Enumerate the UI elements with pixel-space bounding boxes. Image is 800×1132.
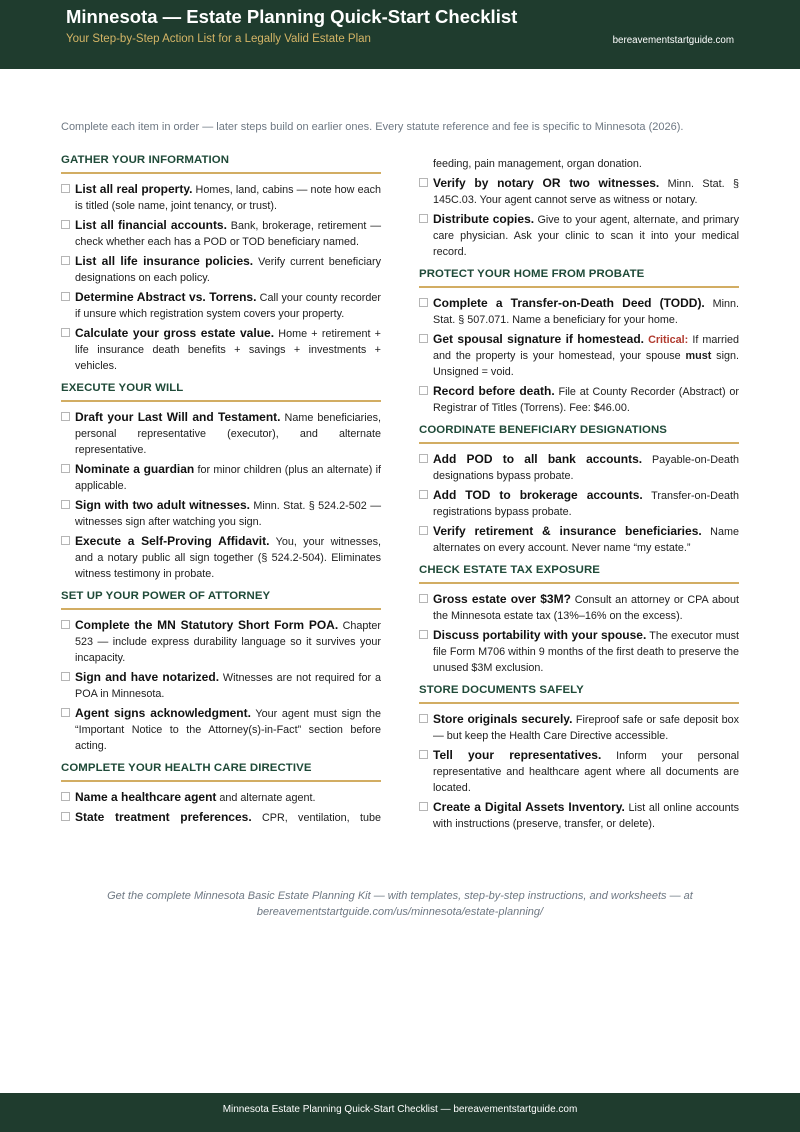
footer-note: Get the complete Minnesota Basic Estate Planning Kit — with templates, step-by-step instructions, and worksheets — at bereavementstartguide.com/us/minnesota/estate-planning/ (107, 890, 693, 918)
item-lead: Tell your representatives. (433, 748, 602, 762)
checkbox-icon[interactable] (61, 500, 70, 509)
checklist-item (419, 383, 739, 416)
section-divider (419, 442, 739, 444)
item-emphasis: must (685, 350, 712, 362)
checklist-item (419, 211, 739, 260)
checklist-item (61, 409, 381, 458)
item-text: Payable-on-Death designations bypass probate. (433, 454, 739, 482)
item-lead: Get spousal signature if homestead. (433, 332, 644, 346)
section-divider (419, 702, 739, 704)
item-lead: Verify by notary OR two witnesses. (433, 176, 660, 190)
checkbox-icon[interactable] (61, 412, 70, 421)
checkbox-icon[interactable] (61, 620, 70, 629)
section-title: SET UP YOUR POWER OF ATTORNEY (61, 590, 271, 602)
header-bar (0, 0, 800, 69)
checklist-item (61, 253, 381, 286)
item-text: Give to your agent, alternate, and primary care physician. Ask your clinic to scan it into your medical record. (433, 214, 740, 258)
item-lead: Agent signs acknowledgment. (75, 706, 251, 720)
item-text: Home + retirement + life insurance death benefits + savings + investments + vehicles. (75, 328, 381, 372)
item-text: Homes, land, cabins — note how each is titled (sole name, joint tenancy, or trust). (75, 184, 381, 212)
section-store (419, 684, 739, 832)
item-text: for minor children (plus an alternate) if applicable. (75, 464, 381, 492)
section-divider (61, 780, 381, 782)
checkbox-icon[interactable] (419, 594, 428, 603)
checklist-item (419, 591, 739, 624)
section-gather (61, 154, 381, 374)
section-tax (419, 564, 739, 676)
checklist-item (419, 799, 739, 832)
checklist-item (419, 295, 739, 328)
section-probate (419, 268, 739, 416)
item-text: Name alternates on every account. Never name “my estate.” (433, 526, 739, 554)
item-lead: Draft your Last Will and Testament. (75, 410, 281, 424)
checklist-item (419, 487, 739, 520)
item-lead: Gross estate over $3M? (433, 592, 571, 606)
checklist-item (61, 617, 381, 666)
checkbox-icon[interactable] (419, 526, 428, 535)
checkbox-icon[interactable] (61, 536, 70, 545)
item-lead: Complete the MN Statutory Short Form POA. (75, 618, 339, 632)
checklist-item (61, 289, 381, 322)
section-divider (61, 400, 381, 402)
checkbox-icon[interactable] (419, 386, 428, 395)
checkbox-icon[interactable] (419, 214, 428, 223)
checkbox-icon[interactable] (419, 802, 428, 811)
item-lead: Determine Abstract vs. Torrens. (75, 290, 257, 304)
section-divider (419, 582, 739, 584)
item-lead: Discuss portability with your spouse. (433, 628, 647, 642)
checklist-item (419, 747, 739, 796)
section-health (61, 762, 381, 826)
checkbox-icon[interactable] (61, 256, 70, 265)
section-title: CHECK ESTATE TAX EXPOSURE (419, 564, 600, 576)
item-lead: List all financial accounts. (75, 218, 227, 232)
left-column (61, 154, 381, 829)
item-continuation: feeding, pain management, organ donation. (433, 158, 642, 170)
checkbox-icon[interactable] (61, 708, 70, 717)
item-lead: List all life insurance policies. (75, 254, 254, 268)
section-divider (61, 608, 381, 610)
checklist-item (61, 789, 381, 806)
item-text: Witnesses are not required for a POA in Minnesota. (75, 672, 381, 700)
section-title: EXECUTE YOUR WILL (61, 382, 184, 394)
checkbox-icon[interactable] (61, 328, 70, 337)
item-lead: Record before death. (433, 384, 555, 398)
item-lead: Store originals securely. (433, 712, 573, 726)
header-url: bereavementstartguide.com (612, 35, 734, 46)
item-lead: Add TOD to brokerage accounts. (433, 488, 643, 502)
checklist-item (61, 533, 381, 582)
section-title: PROTECT YOUR HOME FROM PROBATE (419, 268, 645, 280)
item-text: and alternate agent. (216, 792, 316, 804)
checklist-item (61, 181, 381, 214)
item-text: Minn. Stat. § 524.2-502 — witnesses sign after watching you sign. (75, 500, 381, 528)
checkbox-icon[interactable] (61, 792, 70, 801)
checkbox-icon[interactable] (419, 298, 428, 307)
item-text: Fireproof safe or safe deposit box — but keep the Health Care Directive accessible. (433, 714, 740, 742)
checkbox-icon[interactable] (61, 464, 70, 473)
checkbox-icon[interactable] (61, 812, 70, 821)
item-text: CPR, ventilation, tube (251, 812, 381, 824)
section-beneficiary (419, 424, 739, 556)
section-divider (61, 172, 381, 174)
critical-label: Critical: (648, 334, 689, 346)
item-lead: Distribute copies. (433, 212, 535, 226)
checklist-item (61, 705, 381, 754)
checklist-item (61, 497, 381, 530)
intro-text: Complete each item in order — later steps build on earlier ones. Every statute reference and fee is specific to Minnesota (2026). (61, 121, 684, 133)
checklist-item (61, 461, 381, 494)
checklist-item (419, 523, 739, 556)
item-lead: Sign with two adult witnesses. (75, 498, 250, 512)
item-lead: Name a healthcare agent (75, 790, 217, 804)
item-text: Verify current beneficiary designations on each policy. (75, 256, 381, 284)
checklist-item (419, 331, 739, 380)
checklist-item (61, 325, 381, 374)
item-lead: List all real property. (75, 182, 193, 196)
item-text: Chapter 523 — include express durability language so it survives your incapacity. (75, 620, 381, 664)
section-will (61, 382, 381, 582)
checkbox-icon[interactable] (419, 714, 428, 723)
section-divider (419, 286, 739, 288)
item-text: If married and the property is your homestead, your spouse (433, 334, 739, 362)
section-poa (61, 590, 381, 754)
item-lead: Calculate your gross estate value. (75, 326, 275, 340)
item-lead: Sign and have notarized. (75, 670, 220, 684)
checkbox-icon[interactable] (61, 220, 70, 229)
checkbox-icon[interactable] (61, 184, 70, 193)
checklist-item (419, 451, 739, 484)
item-text: The executor must file Form M706 within 9 months of the first death to preserve the unused $3M exclusion. (433, 630, 739, 674)
checkbox-icon[interactable] (61, 672, 70, 681)
item-text: Your agent must sign the “Important Notice to the Attorney(s)-in-Fact” section before acting. (75, 708, 381, 752)
item-text: Transfer-on-Death registrations bypass probate. (433, 490, 739, 518)
bottom-bar-text: Minnesota Estate Planning Quick-Start Checklist — bereavementstartguide.com (222, 1104, 578, 1115)
section-title: STORE DOCUMENTS SAFELY (419, 684, 584, 696)
section-title: GATHER YOUR INFORMATION (61, 154, 230, 166)
section-title: COMPLETE YOUR HEALTH CARE DIRECTIVE (61, 762, 312, 774)
checklist-item (419, 627, 739, 676)
item-lead: Execute a Self-Proving Affidavit. (75, 534, 270, 548)
checklist-item (61, 809, 381, 826)
checklist-item (61, 217, 381, 250)
item-lead: Verify retirement & insurance beneficiaries. (433, 524, 702, 538)
checkbox-icon[interactable] (61, 292, 70, 301)
bottom-bar (0, 1093, 800, 1132)
checkbox-icon[interactable] (419, 490, 428, 499)
item-text: Bank, brokerage, retirement — check whether each has a POD or TOD beneficiary named. (75, 220, 382, 248)
item-lead: Create a Digital Assets Inventory. (433, 800, 625, 814)
checkbox-icon[interactable] (419, 750, 428, 759)
checkbox-icon[interactable] (419, 630, 428, 639)
item-text: Call your county recorder if unsure which registration system covers your property. (75, 292, 381, 320)
page-subtitle: Your Step-by-Step Action List for a Legally Valid Estate Plan (66, 33, 371, 45)
checkbox-icon[interactable] (419, 454, 428, 463)
item-text: You, your witnesses, and a notary public all sign together (§ 524.2-504). Eliminates witness testimony in probate. (75, 536, 382, 580)
item-lead: State treatment preferences. (75, 810, 252, 824)
item-text: Inform your personal representative and healthcare agent where all documents are located. (433, 750, 739, 794)
item-text: Consult an attorney or CPA about the Minnesota estate tax (13%–16% on the excess). (433, 594, 739, 622)
item-text: List all online accounts with instructions (preserve, transfer, or delete). (433, 802, 739, 830)
checkbox-icon[interactable] (419, 334, 428, 343)
checkbox-icon[interactable] (419, 178, 428, 187)
page-title: Minnesota — Estate Planning Quick-Start Checklist (66, 6, 518, 27)
item-text: Minn. Stat. § 145C.03. Your agent cannot serve as witness or notary. (433, 178, 739, 206)
checklist-item (61, 669, 381, 702)
checklist-item (419, 711, 739, 744)
section-title: COORDINATE BENEFICIARY DESIGNATIONS (419, 424, 667, 436)
item-text: File at County Recorder (Abstract) or Registrar of Titles (Torrens). Fee: $46.00. (433, 386, 739, 414)
item-lead: Add POD to all bank accounts. (433, 452, 643, 466)
item-text: Name beneficiaries, personal representative (executor), and alternate representative. (75, 412, 381, 456)
checklist-item (419, 175, 739, 208)
item-lead: Nominate a guardian (75, 462, 195, 476)
item-text: sign. Unsigned = void. (433, 350, 739, 378)
item-text: Minn. Stat. § 507.071. Name a beneficiary for your home. (433, 298, 740, 326)
right-column (419, 156, 739, 835)
item-lead: Complete a Transfer-on-Death Deed (TODD). (433, 296, 705, 310)
section-health-continued (419, 156, 739, 260)
